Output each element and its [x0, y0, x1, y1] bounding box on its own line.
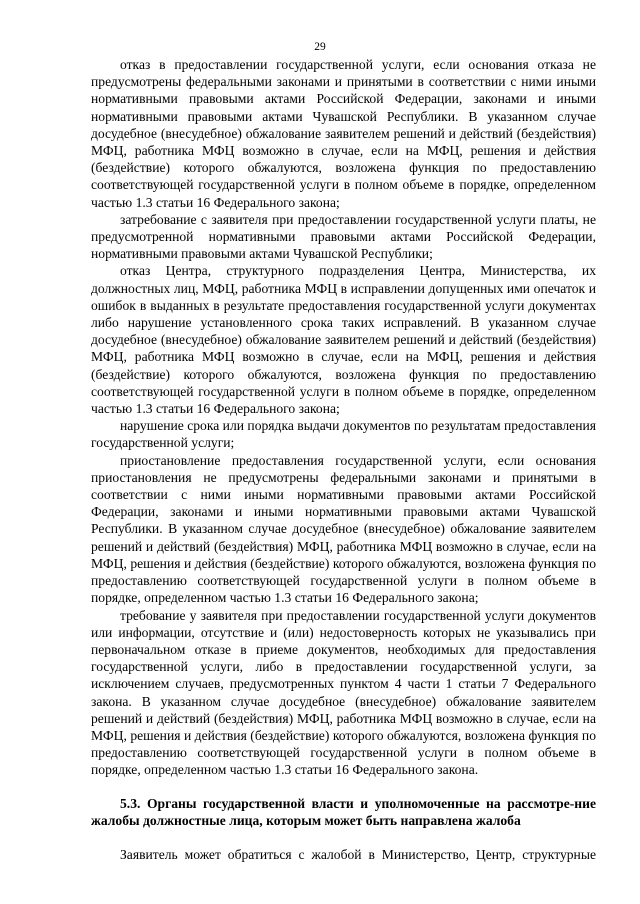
- paragraph-document-demand: требование у заявителя при предоставлении государственной услуги документов или информации, отсутствие и (или) недостоверность которых не указывались при первоначальном отказе в приеме документов, необходимых для предоставления государственной услуги, либо в предоставлении государственной услуги, за исключением случаев, предусмотренных пунктом 4 части 1 статьи 7 Федерального закона. В указанном случае досудебное (внесудебное) обжалование заявителем решений и действий (бездействия) МФЦ, работника МФЦ возможно в случае, если на МФЦ, решения и действия (бездействие) которого обжалуются, возложена функция по предоставлению соответствующей государственной услуги в полном объеме в порядке, определенном частью 1.3 статьи 16 Федерального закона.: [91, 607, 596, 778]
- paragraph-deadline-violation: нарушение срока или порядка выдачи документов по результатам предоставления государственной услуги;: [91, 418, 596, 451]
- section-heading: 5.3. Органы государственной власти и уполномоченные на рассмотре-ние жалобы должностные лица, которым может быть направлена жалоба: [91, 795, 596, 828]
- paragraph-refusal: отказ в предоставлении государственной услуги, если основания отказа не предусмотрены федеральными законами и принятыми в соответствии с ними иными нормативными правовыми актами Российской Федерации, законами и иными нормативными правовыми актами Чувашской Республики. В указанном случае досудебное (внесудебное) обжалование заявителем решений и действий (бездействия) МФЦ, работника МФЦ возможно в случае, если на МФЦ, решения и действия (бездействие) которого обжалуются, возложена функция по предоставлению соответствующей государственной услуги в полном объеме в порядке, определенном частью 1.3 статьи 16 Федерального закона;: [91, 57, 596, 210]
- paragraph-fee-demand: затребование с заявителя при предоставлении государственной услуги платы, не предусмотренной нормативными правовыми актами Российской Федерации, нормативными правовыми актами Чувашской Республики;: [91, 211, 596, 262]
- paragraph-complaint-address: Заявитель может обратиться с жалобой в Министерство, Центр, структурные: [120, 846, 596, 862]
- paragraph-correction-refusal: отказ Центра, структурного подразделения Центра, Министерства, их должностных лиц, МФЦ, работника МФЦ в исправлении допущенных ими опечаток и ошибок в выданных в результате предоставления государственной услуги документах либо нарушение установленного срока таких исправлений. В указанном случае досудебное (внесудебное) обжалование заявителем решений и действий (бездействия) МФЦ, работника МФЦ возможно в случае, если на МФЦ, решения и действия (бездействие) которого обжалуются, возложена функция по предоставлению соответствующей государственной услуги в полном объеме в порядке, определенном частью 1.3 статьи 16 Федерального закона;: [91, 263, 596, 417]
- page-number: 29: [314, 41, 326, 53]
- paragraph-suspension: приостановление предоставления государственной услуги, если основания приостановления не предусмотрены федеральными законами и принятыми в соответствии с ними иными нормативными правовыми актами Российской Федерации, законами и иными нормативными правовыми актами Чувашской Республики. В указанном случае досудебное (внесудебное) обжалование заявителем решений и действий (бездействия) МФЦ, работника МФЦ возможно в случае, если на МФЦ, решения и действия (бездействие) которого обжалуются, возложена функция по предоставлению соответствующей государственной услуги в полном объеме в порядке, определенном частью 1.3 статьи 16 Федерального закона;: [91, 452, 596, 606]
- document-body: [91, 56, 596, 863]
